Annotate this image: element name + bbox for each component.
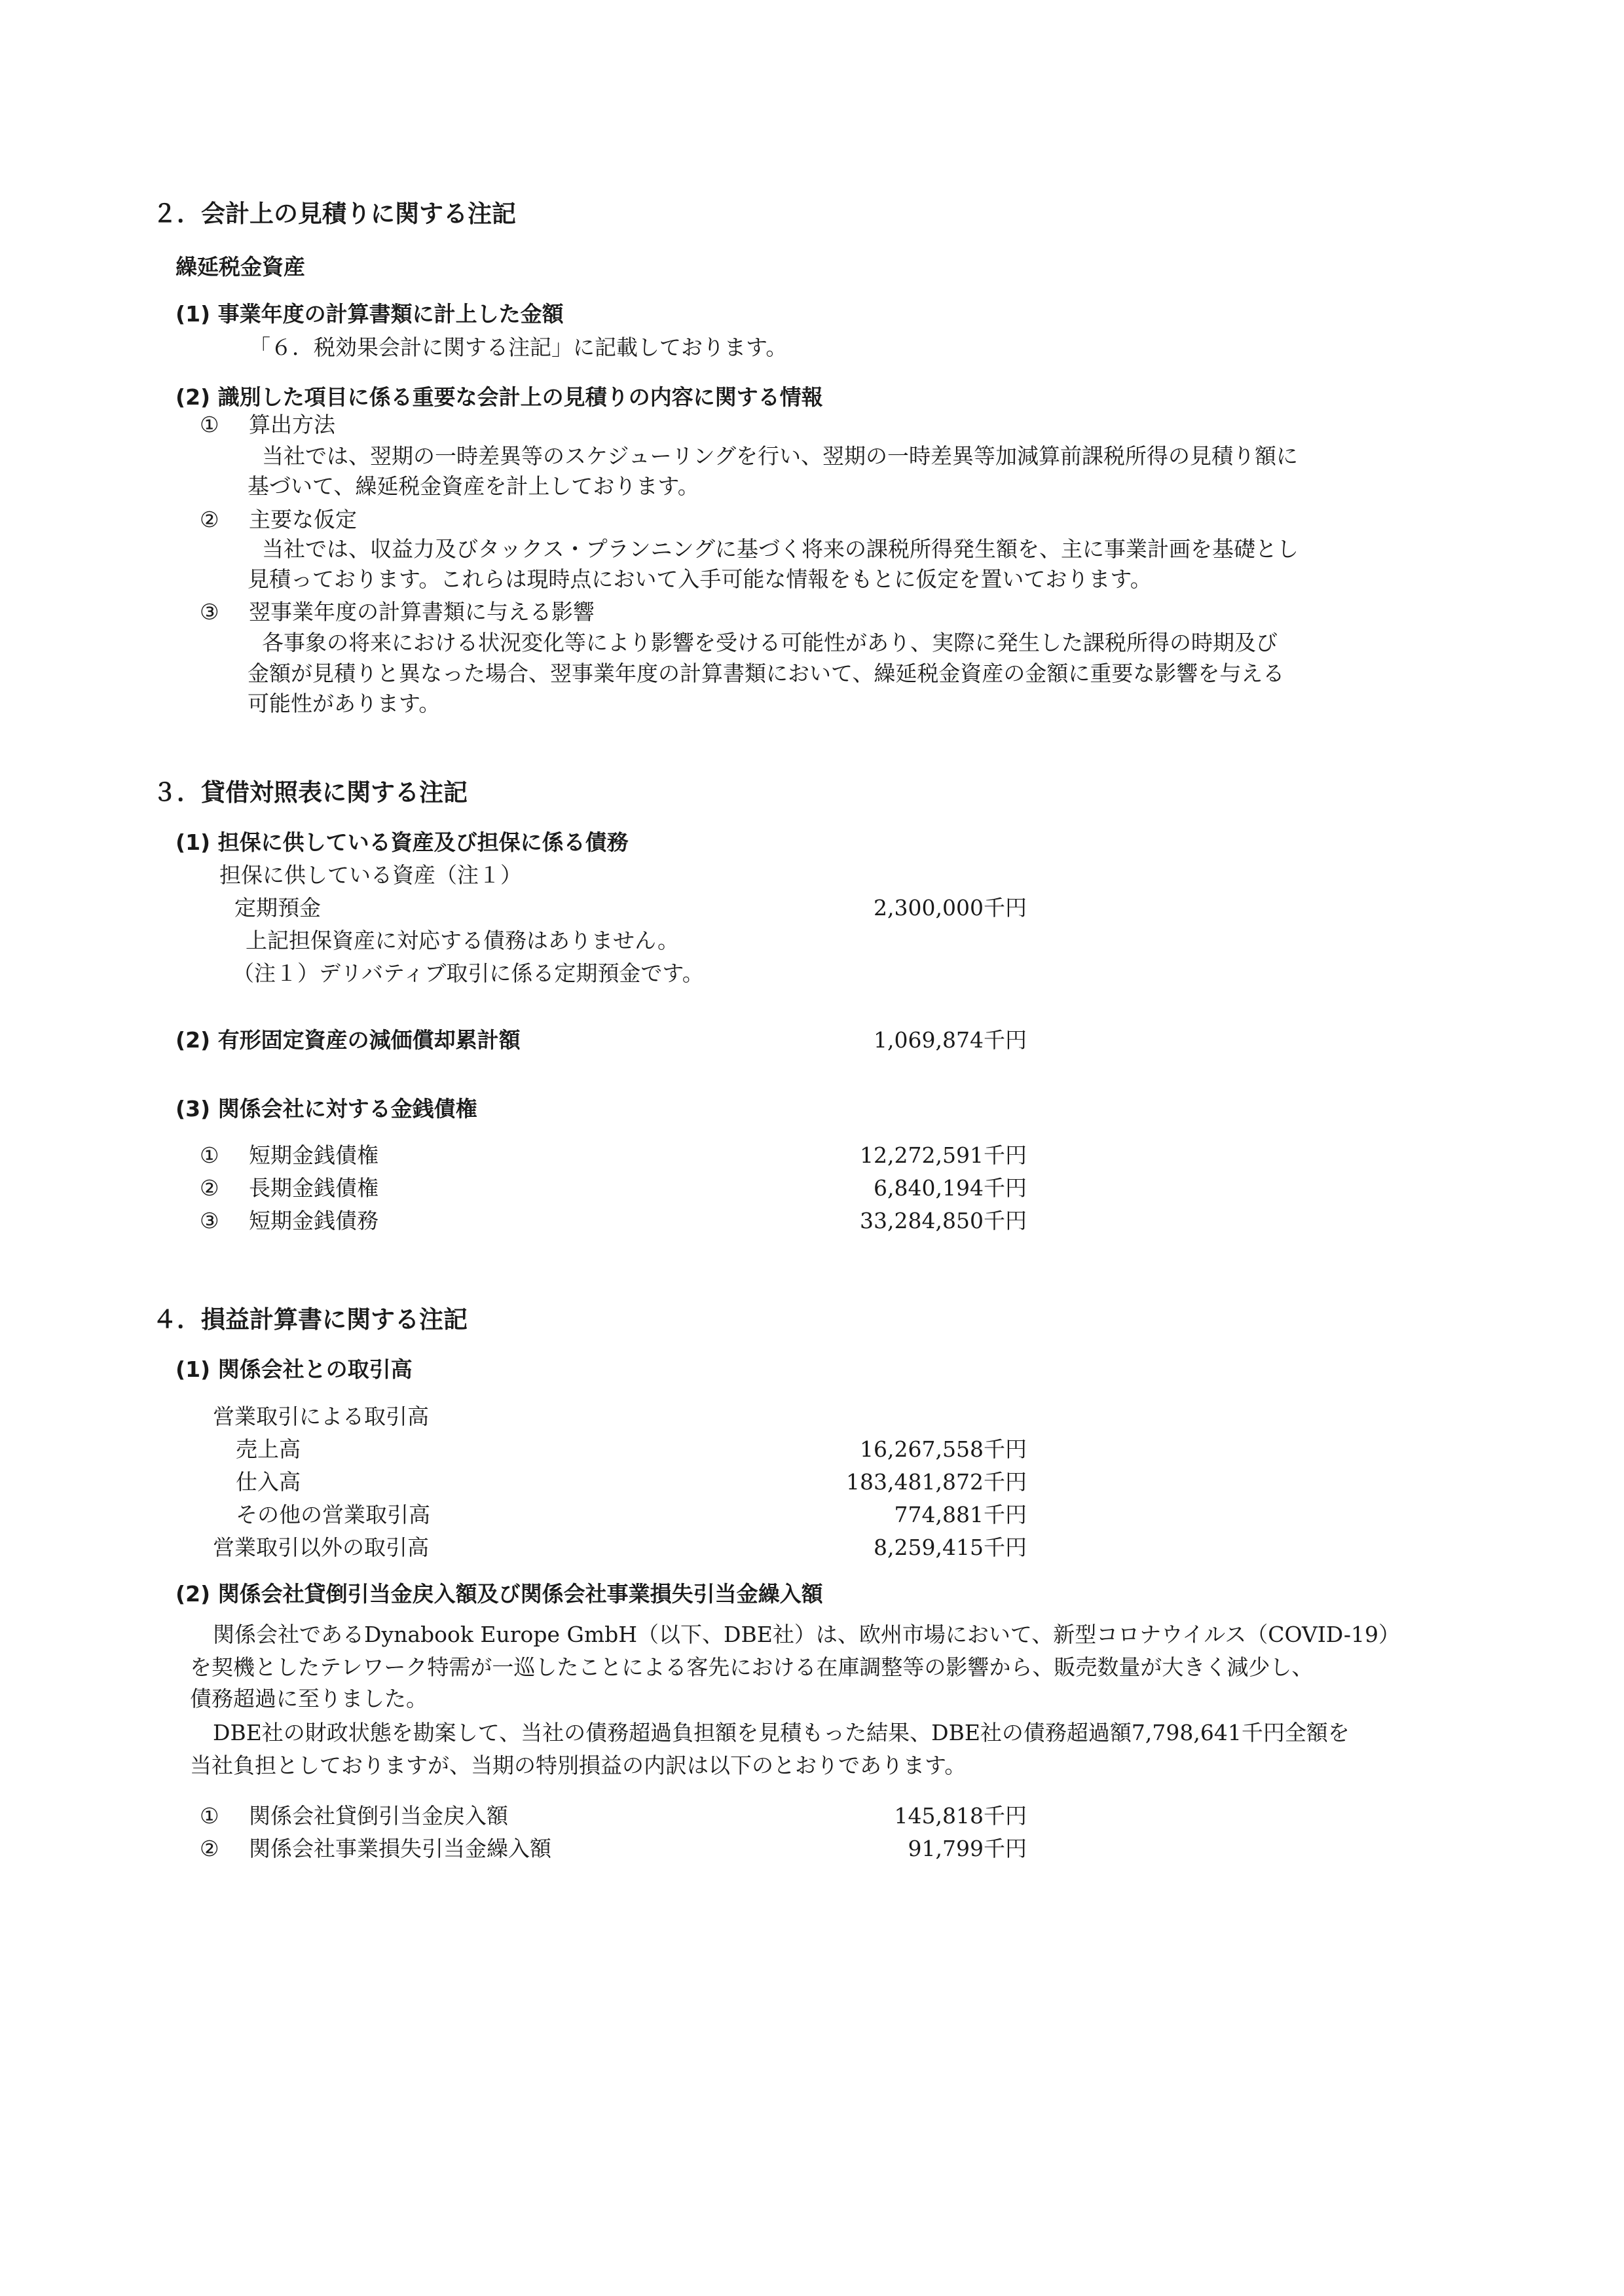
s4-p2-item2-label: 関係会社事業損失引当金繰入額 [249, 1836, 551, 1861]
s3-p1-item-value: 2,300,000千円 [874, 895, 1027, 920]
s3-p2-title: (2) 有形固定資産の減価償却累計額 [175, 1027, 521, 1053]
s4-p1-title: (1) 関係会社との取引高 [175, 1357, 413, 1382]
s4-row1-value: 16,267,558千円 [860, 1436, 1027, 1462]
s2-p1-title: (1) 事業年度の計算書類に計上した金額 [175, 301, 564, 327]
s4-row3-value: 774,881千円 [894, 1502, 1027, 1527]
s4-para2-line2: 当社負担としておりますが、当期の特別損益の内訳は以下のとおりであります。 [190, 1753, 967, 1778]
s4-p2-item2-mark: ② [200, 1836, 219, 1861]
s4-p2-title: (2) 関係会社貸倒引当金戻入額及び関係会社事業損失引当金繰入額 [175, 1581, 823, 1607]
s4-para1-line2: を契機としたテレワーク特需が一巡したことによる客先における在庫調整等の影響から、販売数量が大きく減少し、 [190, 1654, 1314, 1680]
s3-p3-item3-mark: ③ [200, 1208, 219, 1233]
s2-item3-line1: 各事象の将来における状況変化等により影響を受ける可能性があり、実際に発生した課税所得の時期及び [262, 630, 1278, 655]
s2-item2-line2: 見積っております。これらは現時点において入手可能な情報をもとに仮定を置いております。 [248, 566, 1152, 592]
s2-item3-mark: ③ [200, 599, 219, 625]
s3-p1-note2: （注１）デリバティブ取引に係る定期預金です。 [232, 960, 704, 986]
s3-p3-item2-mark: ② [200, 1175, 219, 1201]
s3-p2-value: 1,069,874千円 [874, 1027, 1027, 1053]
s2-p1-text: 「６．税効果会計に関する注記」に記載しております。 [249, 335, 788, 360]
s2-item2-mark: ② [200, 507, 219, 532]
section4-title: ４．損益計算書に関する注記 [153, 1305, 468, 1334]
s2-item3-line2: 金額が見積りと異なった場合、翌事業年度の計算書類において、繰延税金資産の金額に重要な影響を与える [248, 661, 1285, 686]
s3-p1-item-label: 定期預金 [234, 895, 321, 920]
s4-nonop-label: 営業取引以外の取引高 [213, 1535, 429, 1560]
s4-row1-label: 売上高 [236, 1436, 301, 1462]
s3-p1-sub: 担保に供している資産（注１） [219, 862, 522, 888]
s4-row2-value: 183,481,872千円 [846, 1469, 1027, 1495]
s4-p2-item2-value: 91,799千円 [908, 1836, 1027, 1861]
s4-para2-line1: DBE社の財政状態を勘案して、当社の債務超過負担額を見積もった結果、DBE社の債務超過額7,798,641千円全額を [213, 1720, 1350, 1745]
s4-row2-label: 仕入高 [236, 1469, 301, 1495]
s3-p3-item1-mark: ① [200, 1142, 219, 1168]
s4-para1-line1: 関係会社であるDynabook Europe GmbH（以下、DBE社）は、欧州市場において、新型コロナウイルス（COVID-19） [213, 1622, 1401, 1647]
s4-p2-item1-value: 145,818千円 [894, 1803, 1027, 1829]
section2-subtitle: 繰延税金資産 [175, 254, 305, 280]
s2-item3-title: 翌事業年度の計算書類に与える影響 [249, 599, 595, 625]
s4-op-label: 営業取引による取引高 [213, 1404, 429, 1429]
s3-p1-title: (1) 担保に供している資産及び担保に係る債務 [175, 829, 629, 855]
s2-item1-line2: 基づいて、繰延税金資産を計上しております。 [248, 473, 699, 499]
s3-p3-title: (3) 関係会社に対する金銭債権 [175, 1096, 477, 1121]
s2-item2-title: 主要な仮定 [249, 507, 357, 532]
s3-p3-item2-label: 長期金銭債権 [249, 1175, 378, 1201]
s2-item1-mark: ① [200, 412, 219, 437]
section2-title: ２．会計上の見積りに関する注記 [153, 200, 516, 228]
s3-p3-item2-value: 6,840,194千円 [874, 1175, 1027, 1201]
s4-p2-item1-label: 関係会社貸倒引当金戻入額 [249, 1803, 508, 1829]
s4-p2-item1-mark: ① [200, 1803, 219, 1829]
section3-title: ３．貸借対照表に関する注記 [153, 778, 468, 807]
s3-p3-item3-label: 短期金銭債務 [249, 1208, 378, 1233]
s4-para1-line3: 債務超過に至りました。 [190, 1686, 428, 1711]
s2-p2-title: (2) 識別した項目に係る重要な会計上の見積りの内容に関する情報 [175, 384, 823, 410]
s3-p1-note1: 上記担保資産に対応する債務はありません。 [246, 928, 679, 953]
s2-item1-line1: 当社では、翌期の一時差異等のスケジューリングを行い、翌期の一時差異等加減算前課税所得の見積り額に [262, 443, 1299, 469]
s2-item3-line3: 可能性があります。 [248, 691, 441, 716]
s4-row3-label: その他の営業取引高 [236, 1502, 430, 1527]
s3-p3-item1-label: 短期金銭債権 [249, 1142, 378, 1168]
s4-nonop-value: 8,259,415千円 [874, 1535, 1027, 1560]
s2-item2-line1: 当社では、収益力及びタックス・プランニングに基づく将来の課税所得発生額を、主に事業計画を基礎とし [262, 536, 1299, 562]
s3-p3-item1-value: 12,272,591千円 [860, 1142, 1027, 1168]
s3-p3-item3-value: 33,284,850千円 [860, 1208, 1027, 1233]
s2-item1-title: 算出方法 [249, 412, 335, 437]
